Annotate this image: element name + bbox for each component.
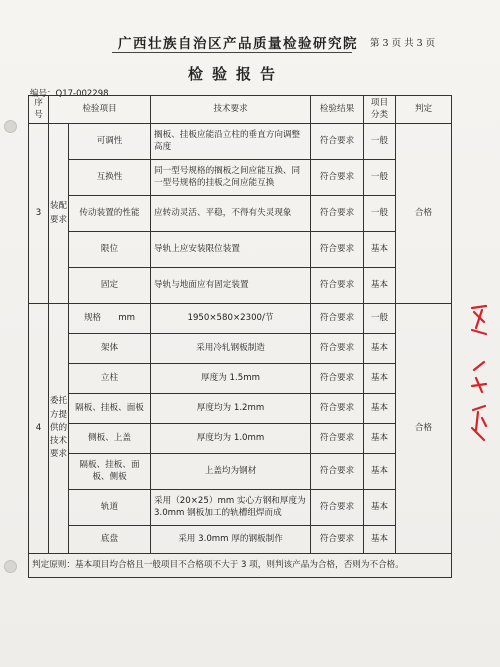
row-result: 符合要求 [311,394,364,424]
inspection-table [28,95,452,578]
header-requirement: 技术要求 [151,96,311,124]
row-item: 限位 [69,232,151,268]
binding-hole [4,560,17,573]
group3-seq: 3 [29,124,49,304]
table-row [29,424,452,454]
row-item: 侧板、上盖 [69,424,151,454]
table-row [29,268,452,304]
row-item: 互换性 [69,160,151,196]
row-result: 符合要求 [311,160,364,196]
row-requirement: 应转动灵活、平稳，不得有失灵现象 [151,196,311,232]
table-row [29,364,452,394]
page-number: 第 3 页 共 3 页 [370,38,436,49]
row-item: 隔板、挂板、面板、侧板 [69,454,151,490]
row-category: 基本 [364,334,396,364]
row-category: 基本 [364,424,396,454]
group3-name: 装配要求 [49,124,69,304]
group4-name: 委托方提供的技术要求 [49,304,69,554]
row-category: 基本 [364,394,396,424]
row-item: 可调性 [69,124,151,160]
row-result: 符合要求 [311,526,364,554]
row-item: 固定 [69,268,151,304]
row-requirement: 导轨与地面应有固定装置 [151,268,311,304]
table-row [29,454,452,490]
row-category: 基本 [364,526,396,554]
row-requirement: 导轨上应安装限位装置 [151,232,311,268]
row-category: 基本 [364,268,396,304]
row-result: 符合要求 [311,196,364,232]
row-result: 符合要求 [311,124,364,160]
header-item: 检验项目 [49,96,151,124]
table-row [29,124,452,160]
seam-stamp-icon [468,300,490,450]
row-requirement: 同一型号规格的搁板之间应能互换、同一型号规格的挂板之间应能互换 [151,160,311,196]
row-item: 轨道 [69,490,151,526]
row-result: 符合要求 [311,424,364,454]
table-row [29,394,452,424]
row-category: 基本 [364,364,396,394]
row-requirement: 厚度均为 1.2mm [151,394,311,424]
table-row [29,334,452,364]
row-item: 传动装置的性能 [69,196,151,232]
header-result: 检验结果 [311,96,364,124]
row-result: 符合要求 [311,364,364,394]
row-requirement: 厚度均为 1.0mm [151,424,311,454]
table-row [29,160,452,196]
report-code: 编号：Q17-002298 [30,89,109,99]
table-row [29,232,452,268]
row-result: 符合要求 [311,268,364,304]
group4-verdict: 合格 [396,304,452,554]
row-category: 一般 [364,304,396,334]
header-category: 项目分类 [364,96,396,124]
row-category: 一般 [364,124,396,160]
row-category: 基本 [364,490,396,526]
table-row [29,526,452,554]
row-result: 符合要求 [311,454,364,490]
row-requirement: 厚度为 1.5mm [151,364,311,394]
row-requirement: 搁板、挂板应能沿立柱的垂直方向调整高度 [151,124,311,160]
row-requirement: 1950×580×2300/节 [151,304,311,334]
institute-name: 广西壮族自治区产品质量检验研究院 [118,36,358,52]
group3-verdict: 合格 [396,124,452,304]
row-item: 立柱 [69,364,151,394]
row-item: 规格 mm [69,304,151,334]
table-row [29,490,452,526]
row-item: 隔板、挂板、面板 [69,394,151,424]
row-result: 符合要求 [311,334,364,364]
table-header-row [29,96,452,124]
footer-row [29,554,452,578]
row-requirement: 上盖均为钢材 [151,454,311,490]
header-rule [112,52,352,53]
header-seq: 序号 [29,96,49,124]
row-result: 符合要求 [311,490,364,526]
document-title: 检验报告 [188,65,285,83]
row-requirement: 采用（20×25）mm 实心方钢和厚度为3.0mm 钢板加工的轨槽组焊而成 [151,490,311,526]
row-result: 符合要求 [311,304,364,334]
row-item: 底盘 [69,526,151,554]
table-row [29,196,452,232]
row-result: 符合要求 [311,232,364,268]
group4-seq: 4 [29,304,49,554]
row-category: 基本 [364,454,396,490]
row-requirement: 采用冷轧钢板制造 [151,334,311,364]
row-category: 一般 [364,196,396,232]
table-row [29,304,452,334]
binding-hole [4,120,17,133]
row-category: 基本 [364,232,396,268]
judgment-principle: 判定原则：基本项目均合格且一般项目不合格项不大于 3 项，则判该产品为合格，否则为不合格。 [29,554,452,578]
header-verdict: 判定 [396,96,452,124]
row-category: 一般 [364,160,396,196]
row-item: 架体 [69,334,151,364]
row-requirement: 采用 3.0mm 厚的钢板制作 [151,526,311,554]
